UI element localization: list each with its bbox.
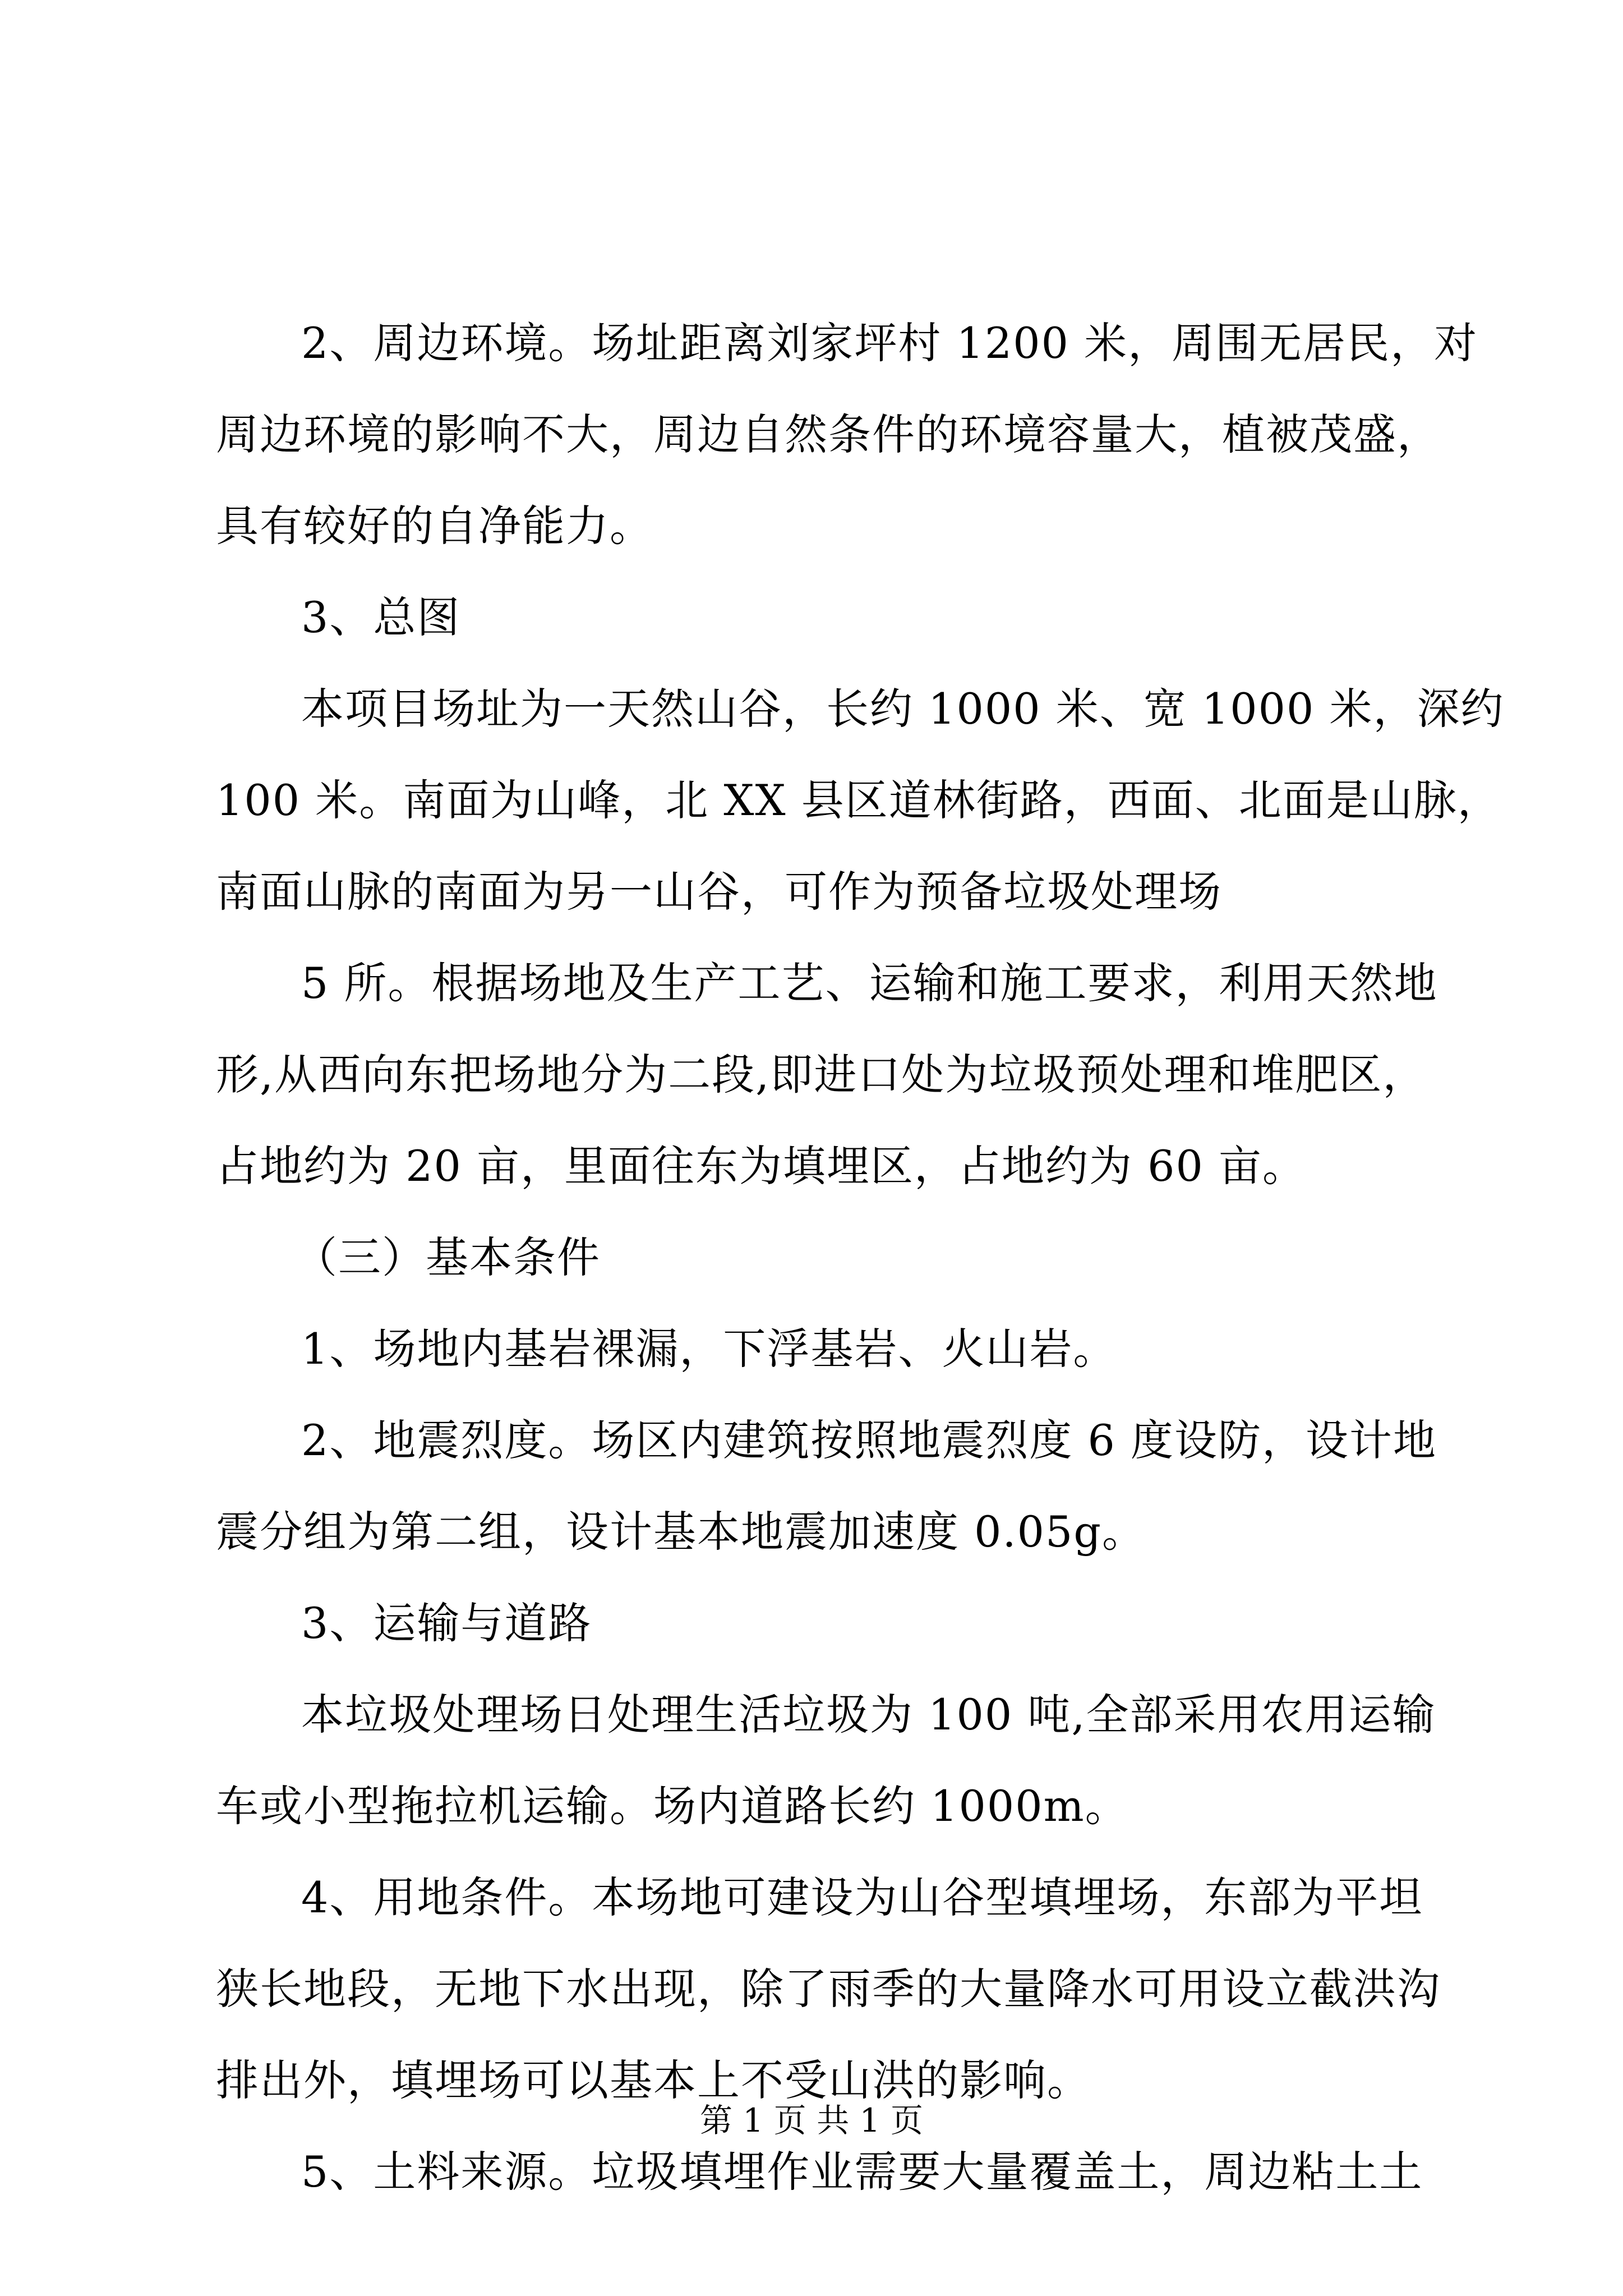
paragraph-transport (216, 1669, 1436, 1852)
text-line: 占地约为 20 亩，里面往东为填埋区，占地约为 60 亩。 (216, 1141, 1307, 1191)
text-line: 1、场地内基岩裸漏，下浮基岩、火山岩。 (301, 1324, 1117, 1374)
paragraph-site-division (216, 937, 1438, 1212)
text-line: 具有较好的自净能力。 (216, 501, 653, 551)
section-heading: （三）基本条件 (294, 1232, 601, 1282)
text-line: 南面山脉的南面为另一山谷，可作为预备垃圾处理场 (216, 867, 1222, 917)
page-footer (0, 2098, 1623, 2143)
page-number-label: 第 1 页 共 1 页 (700, 2101, 923, 2139)
text-line: 车或小型拖拉机运输。场内道路长约 1000m。 (216, 1781, 1129, 1831)
text-line: 周边环境的影响不大，周边自然条件的环境容量大，植被茂盛， (216, 409, 1441, 459)
paragraph-general-plan-heading (216, 572, 1427, 663)
paragraph-transport-heading (216, 1577, 1427, 1669)
section-heading-basic-conditions (216, 1212, 1427, 1303)
text-line: 本项目场址为一天然山谷，长约 1000 米、宽 1000 米，深约 (301, 684, 1505, 734)
text-line: 2、地震烈度。场区内建筑按照地震烈度 6 度设防，设计地 (301, 1415, 1437, 1465)
text-line: 5、土料来源。垃圾填埋作业需要大量覆盖土，周边粘土土 (301, 2147, 1423, 2197)
text-line: 震分组为第二组，设计基本地震加速度 0.05g。 (216, 1507, 1146, 1557)
text-line: 形,从西向东把场地分为二段,即进口处为垃圾预处理和堆肥区， (216, 1050, 1427, 1099)
text-line: 4、用地条件。本场地可建设为山谷型填埋场，东部为平坦 (301, 1872, 1423, 1922)
text-line: 100 米。南面为山峰，北 XX 县区道林街路，西面、北面是山脉， (216, 775, 1501, 825)
text-line: 3、总图 (301, 592, 461, 642)
paragraph-land-use (216, 1852, 1441, 2126)
document-body (216, 297, 1505, 2217)
paragraph-site-description (216, 663, 1505, 937)
text-line: 5 所。根据场地及生产工艺、运输和施工要求，利用天然地 (301, 958, 1438, 1008)
text-line: 狭长地段，无地下水出现，除了雨季的大量降水可用设立截洪沟 (216, 1964, 1441, 2014)
text-line: 排出外，填埋场可以基本上不受山洪的影响。 (216, 2055, 1091, 2105)
text-line: 本垃圾处理场日处理生活垃圾为 100 吨,全部采用农用运输 (301, 1690, 1436, 1740)
text-line: 3、运输与道路 (301, 1598, 592, 1648)
text-line: 2、周边环境。场址距离刘家坪村 1200 米，周围无居民，对 (301, 318, 1478, 368)
paragraph-surroundings (216, 297, 1478, 572)
paragraph-seismic (216, 1395, 1437, 1577)
paragraph-bedrock (216, 1303, 1427, 1395)
